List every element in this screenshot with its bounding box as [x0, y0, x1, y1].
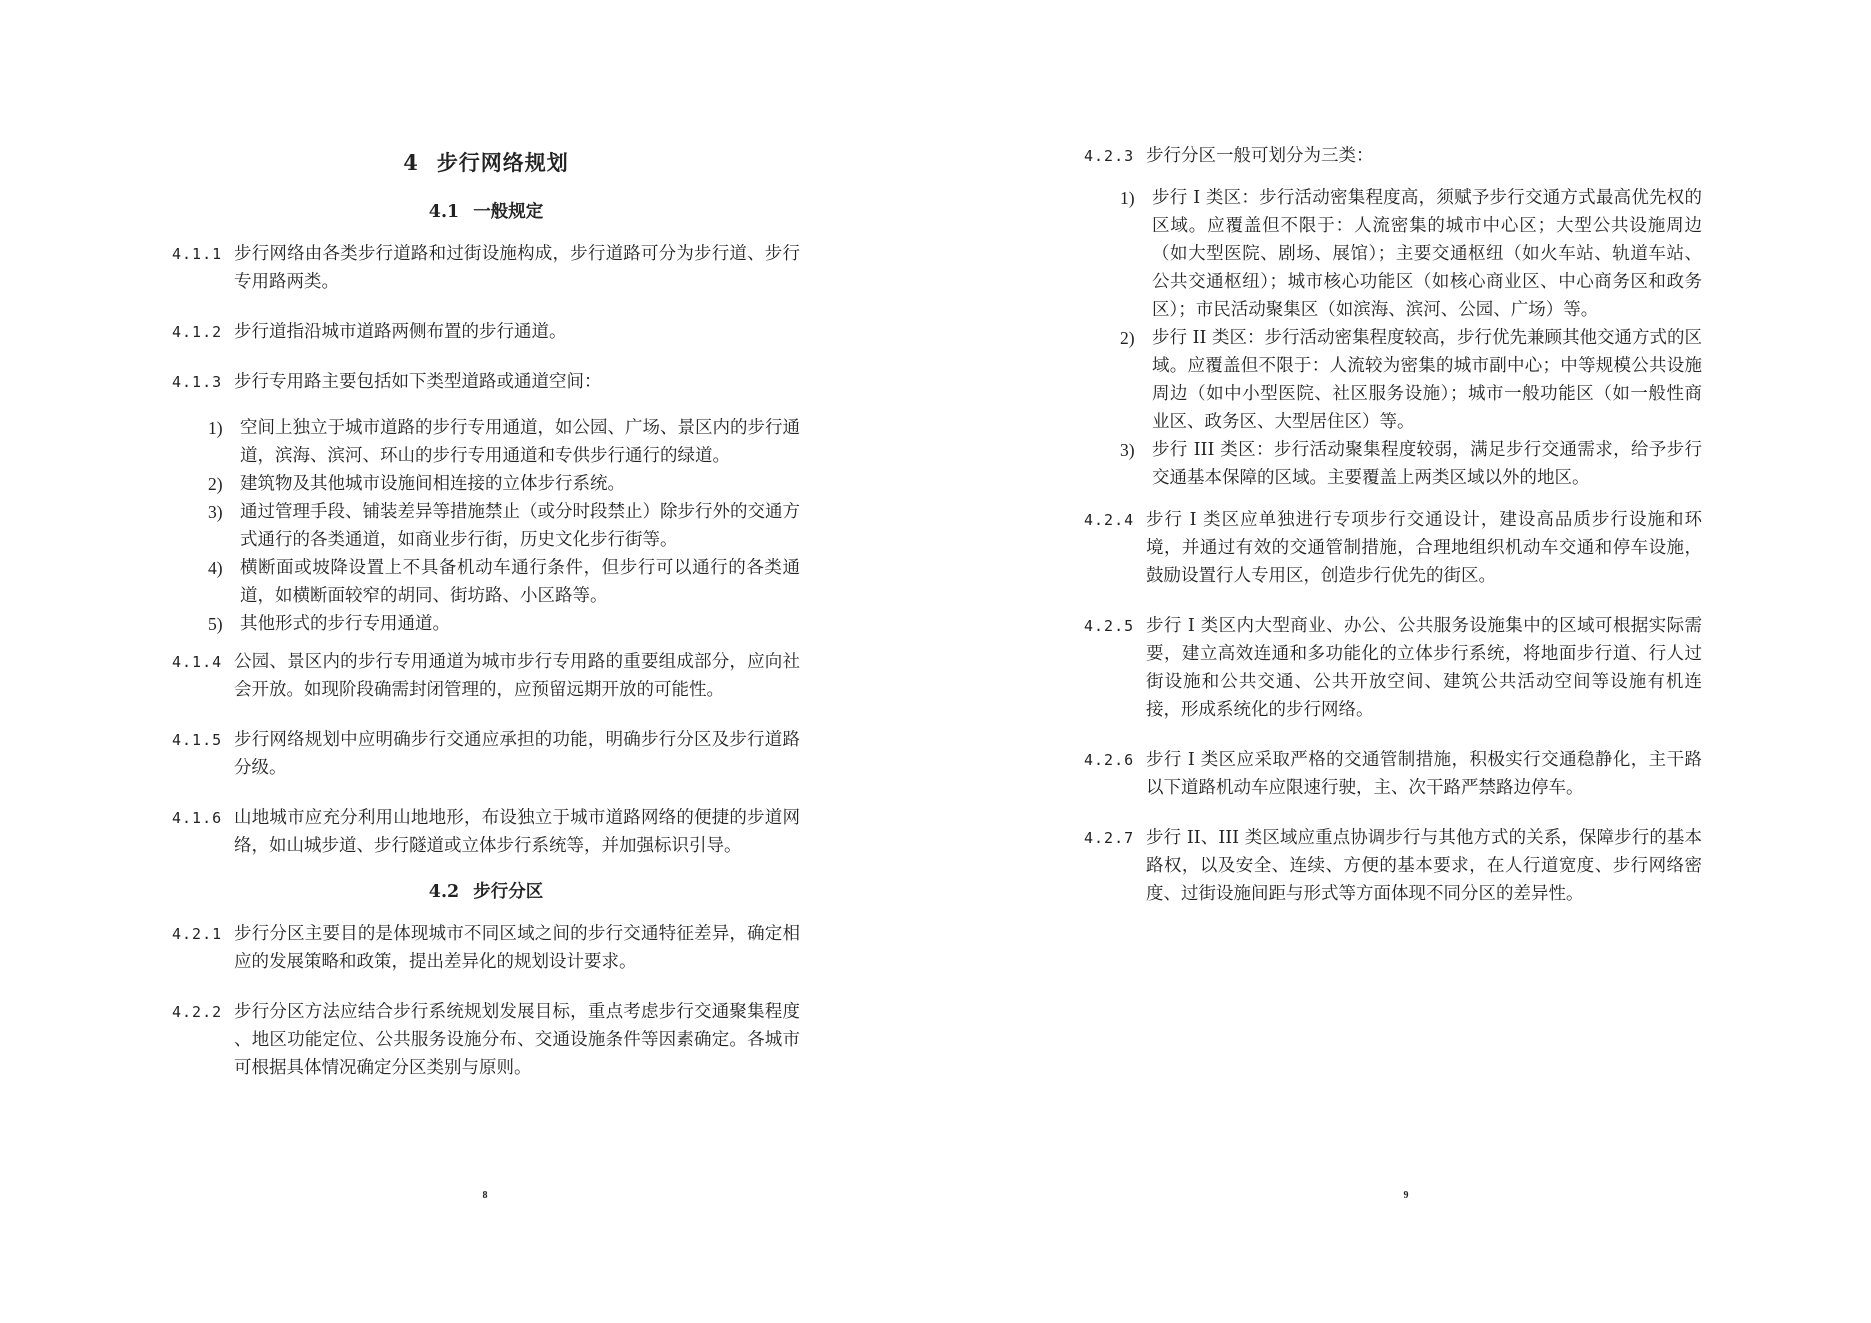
list-item-text: 步行 I 类区：步行活动密集程度高，须赋予步行交通方式最高优先权的区域。应覆盖但不限于：人流密集的城市中心区；大型公共设施周边（如大型医院、剧场、展馆）；主要交通枢纽（如火车站、轨道车站、公共交通枢纽）；城市核心功能区（如核心商业区、中心商务区和政务区）；市民活动聚集区（如滨海、滨河、公园、广场）等。 [1152, 188, 1702, 320]
clause-number: 4.1.4 [172, 653, 223, 671]
clause-text: 步行 I 类区内大型商业、办公、公共服务设施集中的区域可根据实际需要，建立高效连通和多功能化的立体步行系统，将地面步行道、行人过街设施和公共交通、公共开放空间、建筑公共活动空间等设施有机连接，形成系统化的步行网络。 [1146, 616, 1702, 720]
section-name: 一般规定 [473, 202, 544, 222]
clause-4-1-4 [172, 648, 800, 704]
clause-4-2-5 [1084, 612, 1702, 724]
clause-text: 公园、景区内的步行专用通道为城市步行专用路的重要组成部分，应向社会开放。如现阶段确需封闭管理的，应预留远期开放的可能性。 [234, 652, 800, 700]
clause-4-2-3-list [1084, 184, 1702, 492]
list-item-text: 通过管理手段、铺装差异等措施禁止（或分时段禁止）除步行外的交通方式通行的各类通道，如商业步行街，历史文化步行街等。 [240, 502, 800, 550]
list-item [1120, 436, 1702, 492]
clause-4-1-3 [172, 368, 800, 396]
section-number: 4.2 [428, 882, 460, 902]
clause-text: 步行 II、III 类区域应重点协调步行与其他方式的关系，保障步行的基本路权，以及安全、连续、方便的基本要求，在人行道宽度、步行网络密度、过街设施间距与形式等方面体现不同分区的差异性。 [1146, 828, 1702, 904]
list-item-number: 2) [208, 474, 223, 494]
list-item [1120, 324, 1702, 436]
clause-number: 4.2.5 [1084, 617, 1135, 635]
section-title-4-1 [172, 198, 800, 226]
section-title-4-2 [172, 878, 800, 906]
chapter-title [172, 146, 800, 180]
list-item [208, 470, 800, 498]
clause-text: 步行分区一般可划分为三类： [1146, 146, 1374, 166]
clause-4-1-1 [172, 240, 800, 296]
clause-4-2-4 [1084, 506, 1702, 590]
clause-number: 4.1.5 [172, 731, 223, 749]
clause-number: 4.1.1 [172, 245, 223, 263]
clause-4-1-6 [172, 804, 800, 860]
list-item-number: 1) [208, 418, 223, 438]
chapter-number: 4 [403, 150, 419, 175]
clause-text: 步行网络由各类步行道路和过街设施构成，步行道路可分为步行道、步行专用路两类。 [234, 244, 800, 292]
clause-number: 4.2.6 [1084, 751, 1135, 769]
list-item-number: 2) [1120, 328, 1135, 348]
clause-number: 4.2.7 [1084, 829, 1135, 847]
list-item-text: 步行 II 类区：步行活动密集程度较高，步行优先兼顾其他交通方式的区域。应覆盖但不限于：人流较为密集的城市副中心；中等规模公共设施周边（如中小型医院、社区服务设施）；城市一般功能区（如一般性商业区、政务区、大型居住区）等。 [1152, 328, 1702, 432]
section-name: 步行分区 [473, 882, 544, 902]
clause-4-2-6 [1084, 746, 1702, 802]
chapter-name: 步行网络规划 [436, 150, 569, 175]
clause-4-1-5 [172, 726, 800, 782]
clause-text: 步行 I 类区应单独进行专项步行交通设计，建设高品质步行设施和环境，并通过有效的交通管制措施，合理地组织机动车交通和停车设施，鼓励设置行人专用区，创造步行优先的街区。 [1146, 510, 1702, 586]
clause-number: 4.1.6 [172, 809, 223, 827]
clause-number: 4.2.4 [1084, 511, 1135, 529]
left-page [0, 0, 935, 1323]
clause-4-2-1 [172, 920, 800, 976]
clause-number: 4.2.1 [172, 925, 223, 943]
list-item-text: 其他形式的步行专用通道。 [240, 614, 450, 634]
clause-text: 步行道指沿城市道路两侧布置的步行通道。 [234, 322, 567, 342]
left-page-content [172, 142, 800, 1104]
clause-4-2-2 [172, 998, 800, 1082]
list-item-number: 3) [1120, 440, 1135, 460]
clause-text: 步行 I 类区应采取严格的交通管制措施，积极实行交通稳静化，主干路以下道路机动车应限速行驶，主、次干路严禁路边停车。 [1146, 750, 1702, 798]
clause-4-2-7 [1084, 824, 1702, 908]
list-item-number: 4) [208, 558, 223, 578]
right-page [936, 0, 1871, 1323]
page-number: 8 [482, 1190, 488, 1201]
clause-4-1-3-list [172, 414, 800, 638]
clause-text: 步行分区主要目的是体现城市不同区域之间的步行交通特征差异，确定相应的发展策略和政策，提出差异化的规划设计要求。 [234, 924, 800, 972]
right-page-content [1084, 142, 1702, 930]
clause-number: 4.1.3 [172, 373, 223, 391]
list-item [208, 554, 800, 610]
section-number: 4.1 [428, 202, 460, 222]
list-item-text: 横断面或坡降设置上不具备机动车通行条件，但步行可以通行的各类通道，如横断面较窄的胡同、街坊路、小区路等。 [240, 558, 800, 606]
list-item-number: 1) [1120, 188, 1135, 208]
list-item-number: 5) [208, 614, 223, 634]
clause-number: 4.1.2 [172, 323, 223, 341]
clause-number: 4.2.3 [1084, 147, 1135, 165]
list-item-text: 空间上独立于城市道路的步行专用通道，如公园、广场、景区内的步行通道，滨海、滨河、环山的步行专用通道和专供步行通行的绿道。 [240, 418, 800, 466]
list-item [208, 498, 800, 554]
list-item-number: 3) [208, 502, 223, 522]
clause-text: 步行网络规划中应明确步行交通应承担的功能，明确步行分区及步行道路分级。 [234, 730, 800, 778]
list-item [1120, 184, 1702, 324]
list-item-text: 建筑物及其他城市设施间相连接的立体步行系统。 [240, 474, 625, 494]
list-item [208, 610, 800, 638]
clause-number: 4.2.2 [172, 1003, 223, 1021]
list-item [208, 414, 800, 470]
clause-text: 步行专用路主要包括如下类型道路或通道空间： [234, 372, 602, 392]
list-item-text: 步行 III 类区：步行活动聚集程度较弱，满足步行交通需求，给予步行交通基本保障的区域。主要覆盖上两类区域以外的地区。 [1152, 440, 1702, 488]
clause-4-1-2 [172, 318, 800, 346]
page-number: 9 [1403, 1190, 1409, 1201]
clause-text: 步行分区方法应结合步行系统规划发展目标，重点考虑步行交通聚集程度 、地区功能定位、公共服务设施分布、交通设施条件等因素确定。各城市可根据具体情况确定分区类别与原则。 [234, 1002, 800, 1078]
clause-4-2-3 [1084, 142, 1702, 170]
clause-text: 山地城市应充分利用山地地形，布设独立于城市道路网络的便捷的步道网络，如山城步道、步行隧道或立体步行系统等，并加强标识引导。 [234, 808, 800, 856]
